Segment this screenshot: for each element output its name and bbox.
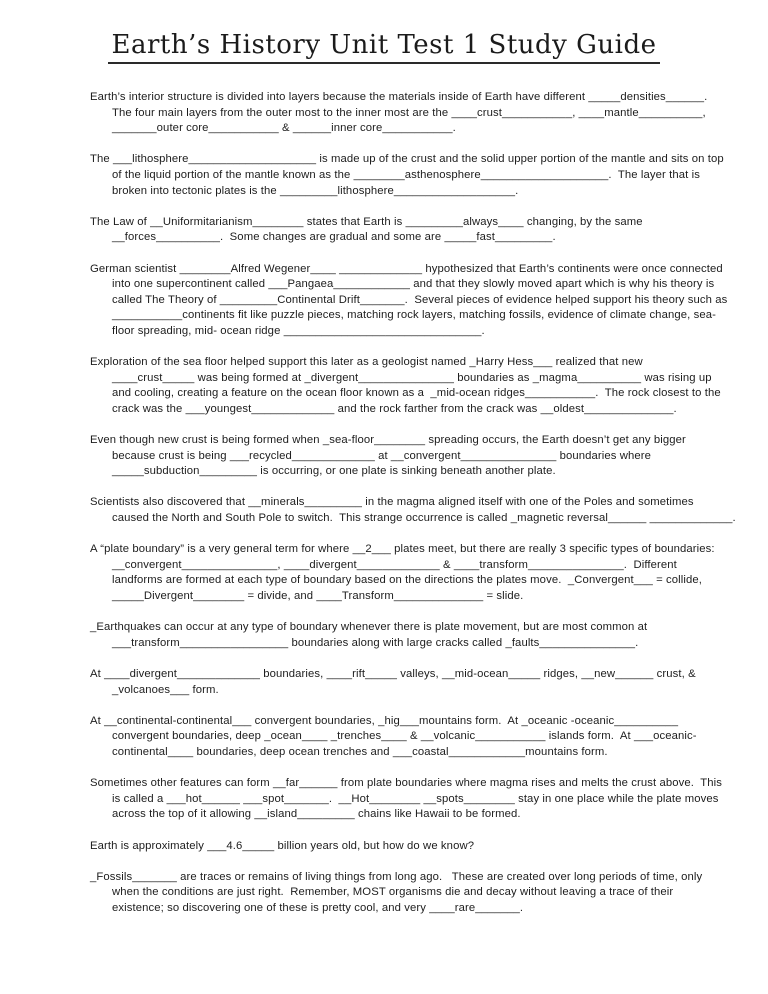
paragraph [90,776,738,823]
page-title [0,30,768,64]
text-line: when the conditions are just right. Remember, MOST organisms die and decay without leaving a trace of their [112,886,674,899]
paragraph [90,355,738,417]
text-line: into one supercontinent called ___Pangaea____________ and that they slowly moved apart which is why his theory is [112,278,715,291]
text-line: At __continental-continental___ convergent boundaries, _hig___mountains form. At _oceanic -oceanic__________ [90,714,679,727]
document-body [90,90,738,916]
text-line: The Law of __Uniformitarianism________ states that Earth is _________always____ changing, by the same [90,215,643,228]
paragraph [90,667,738,698]
text-line: _______outer core___________ & ______inner core___________. [112,122,456,135]
text-line: __forces__________. Some changes are gradual and some are _____fast_________. [112,231,556,244]
paragraph [90,620,738,651]
paragraph [90,542,738,604]
text-line: called The Theory of _________Continental Drift_______. Several pieces of evidence helped support his theory such as [112,293,728,306]
paragraph [90,495,738,526]
text-line: __convergent_______________, ____divergent_____________ & ____transform_______________. Different [112,558,677,571]
text-line: Even though new crust is being formed when _sea-floor________ spreading occurs, the Earth doesn’t get any bigger [90,434,686,447]
text-line: Earth is approximately ___4.6_____ billion years old, but how do we know? [90,839,475,852]
text-line: is called a ___hot______ ___spot_______. __Hot________ __spots________ stay in one place while the plate moves [112,792,719,805]
paragraph [90,433,738,480]
text-line: continental____ boundaries, deep ocean trenches and ___coastal____________mountains form. [112,745,608,758]
paragraph [90,262,738,340]
text-line: _volcanoes___ form. [112,683,219,696]
paragraph [90,714,738,761]
text-line: landforms are formed at each type of boundary based on the directions the plates move. _Convergent___ = collide, [112,574,702,587]
text-line: The four main layers from the outer most to the inner most are the ____crust___________, ____mantle__________, [112,106,706,119]
text-line: ____crust_____ was being formed at _divergent_______________ boundaries as _magma__________ was rising up [112,371,712,384]
text-line: Scientists also discovered that __minerals_________ in the magma aligned itself with one of the Poles and sometimes [90,496,694,509]
text-line: German scientist ________Alfred Wegener____ _____________ hypothesized that Earth’s continents were once connected [90,262,723,275]
text-line: ___transform_________________ boundaries along with large cracks called _faults_______________. [112,636,639,649]
text-line: crack was the ___youngest_____________ and the rock farther from the crack was __oldest______________. [112,402,677,415]
text-line: of the liquid portion of the mantle known as the ________asthenosphere____________________. The layer that is [112,168,700,181]
text-line: _Fossils_______ are traces or remains of living things from long ago. These are created over long periods of time, only [90,870,703,883]
text-line: and cooling, creating a feature on the ocean floor known as a _mid-ocean ridges___________. The rock closest to the [112,387,721,400]
paragraph [90,870,738,917]
text-line: _____Divergent________ = divide, and ____Transform______________ = slide. [112,590,524,602]
paragraph [90,839,738,855]
paragraph [90,152,738,199]
text-line: broken into tectonic plates is the _________lithosphere___________________. [112,184,519,197]
text-line: caused the North and South Pole to switch. This strange occurrence is called _magnetic reversal______ _____________. [112,512,736,525]
text-line: floor spreading, mid- ocean ridge _______________________________. [112,324,485,337]
text-line: because crust is being ___recycled_____________ at __convergent_______________ boundaries where [112,449,651,462]
text-line: Earth’s interior structure is divided into layers because the materials inside of Earth have different _____densities______. [90,91,708,103]
text-line: ___________continents fit like puzzle pieces, matching rock layers, matching fossils, evidence of climate change, sea- [112,309,716,322]
page-title-text: Earth’s History Unit Test 1 Study Guide [108,30,659,64]
text-line: Sometimes other features can form __far______ from plate boundaries where magma rises and melts the crust above. This [90,777,722,790]
text-line: At ____divergent_____________ boundaries, ____rift_____ valleys, __mid-ocean_____ ridges, __new______ crust, & [90,667,696,680]
text-line: _____subduction_________ is occurring, or one plate is sinking beneath another plate. [112,465,556,478]
text-line: convergent boundaries, deep _ocean____ _trenches____ & __volcanic___________ islands form. At ___oceanic- [112,730,697,743]
text-line: existence; so discovering one of these is pretty cool, and very ____rare_______. [112,901,524,914]
text-line: The ___lithosphere____________________ is made up of the crust and the solid upper portion of the mantle and sits on top [90,153,724,166]
text-line: _Earthquakes can occur at any type of boundary whenever there is plate movement, but are most common at [90,621,648,634]
paragraph [90,215,738,246]
paragraph [90,90,738,137]
text-line: Exploration of the sea floor helped support this later as a geologist named _Harry Hess___ realized that new [90,356,643,369]
text-line: A “plate boundary” is a very general term for where __2___ plates meet, but there are really 3 specific types of boundaries: [90,543,715,556]
text-line: across the top of it allowing __island_________ chains like Hawaii to be formed. [112,808,521,821]
